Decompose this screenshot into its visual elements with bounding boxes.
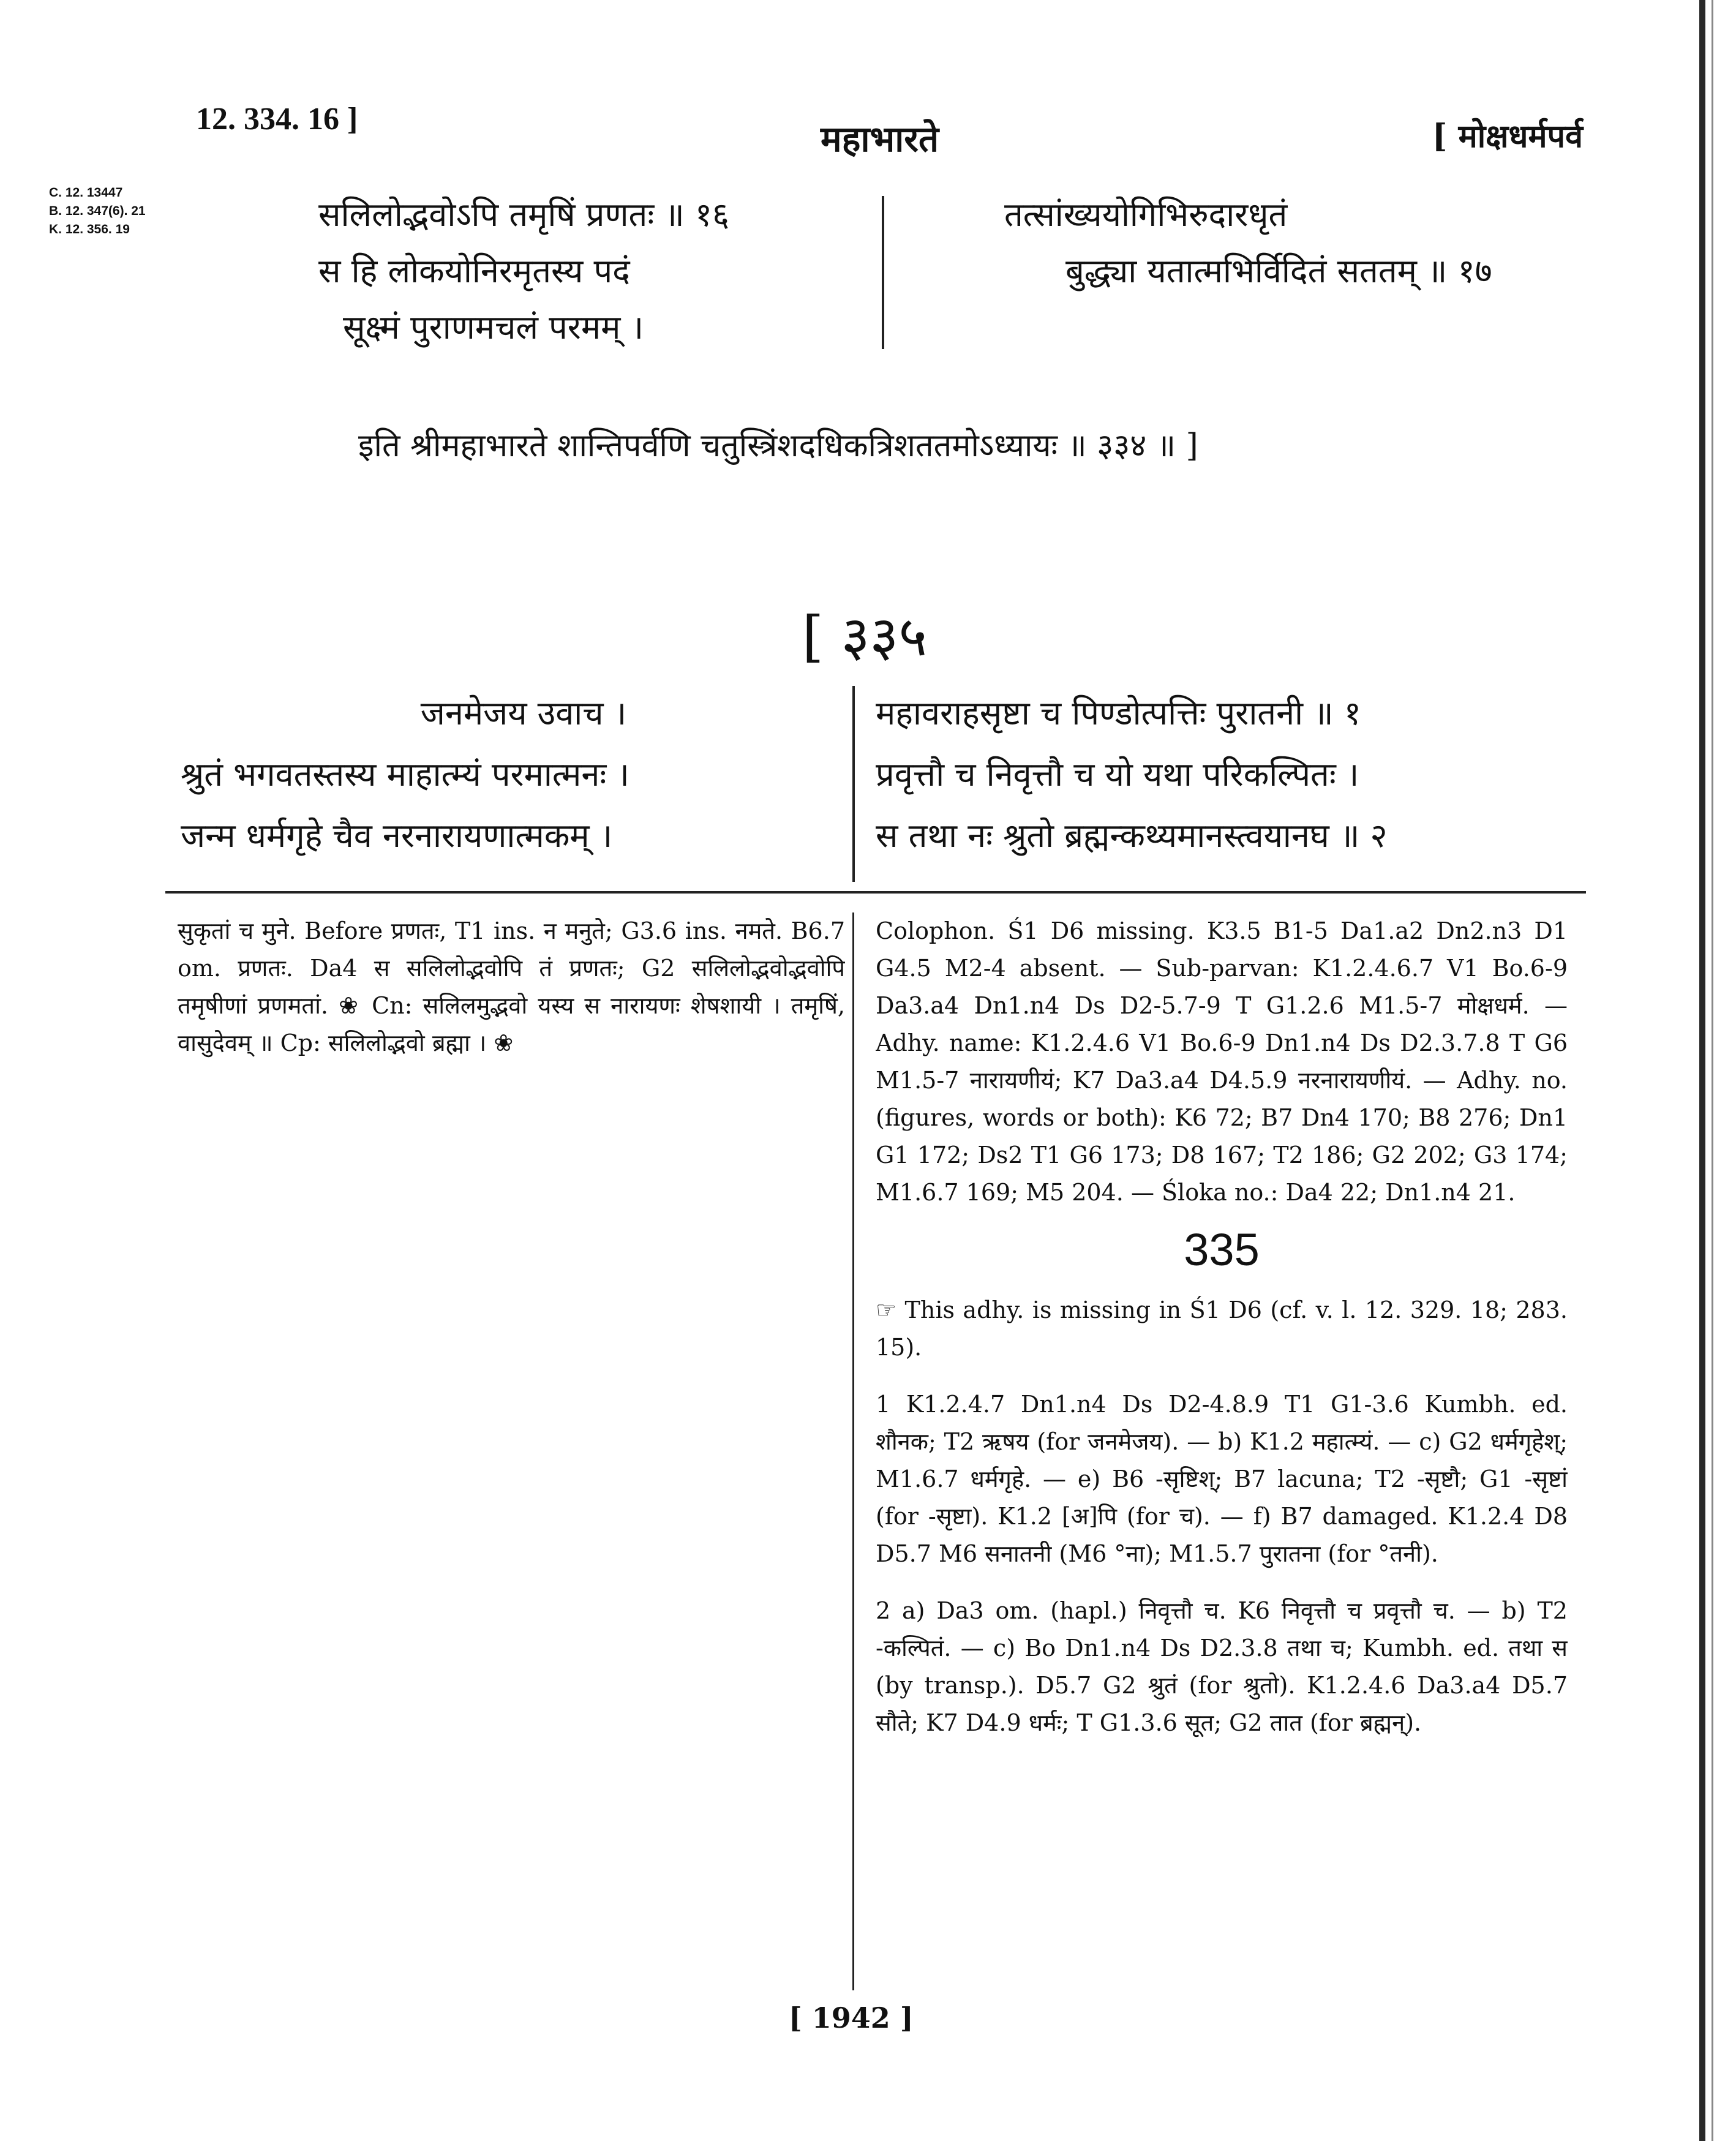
page-edge-shadow: [1699, 0, 1705, 2141]
chapter-number: [ ३३५: [802, 604, 928, 669]
note-paragraph: Colophon. Ś1 D6 missing. K3.5 B1-5 Da1.a2 Dn2.n3 D1 G4.5 M2-4 absent. — Sub-parvan: K1.2.4.6.7 V1 Bo.6-9 Da3.a4 Dn1.n4 Ds D2-5.7-9 T G1.2.6 M1.5-7 मोक्षधर्म. — Adhy. name: K1.2.4.6 V1 Bo.6-9 Dn1.n4 Ds D2.3.7.8 T G6 M1.5-7 नारायणीयं; K7 Da3.a4 D4.5.9 नरनारायणीयं. — Adhy. no. (figures, words or both): K6 72; B7 Dn4 170; B8 276; Dn1 G1 172; Ds2 T1 G6 173; D8 167; T2 186; G2 202; G3 174; M1.6.7 169; M5 204. — Śloka no.: Da4 22; Dn1.n4 21.: [876, 917, 1568, 1206]
page-folio: [ 1942 ]: [789, 2001, 914, 2034]
chapter-verses-left: [181, 683, 866, 867]
verse-divider: [852, 686, 855, 882]
verse-line: जन्म धर्मगृहे चैव नरनारायणात्मकम् ।: [181, 816, 613, 855]
running-parvan-title: [ मोक्षधर्मपर्व: [1432, 118, 1583, 155]
verse-line: सलिलोद्भवोऽपि तमृषिं प्रणतः ॥ १६: [318, 195, 730, 234]
concordance-refs: [49, 184, 146, 239]
verse-line: स तथा नः श्रुतो ब्रह्मन्कथ्यमानस्त्वयानघ ॥ २: [876, 816, 1388, 855]
concordance-kumbhakonam: K. 12. 356. 19: [49, 222, 130, 236]
speaker-heading: जनमेजय उवाच ।: [420, 694, 627, 732]
page-edge-line: [1712, 0, 1713, 2141]
running-verse-ref: 12. 334. 16 ]: [196, 102, 358, 137]
critical-notes-left: [178, 912, 845, 1990]
note-paragraph: ☞ This adhy. is missing in Ś1 D6 (cf. v. l. 12. 329. 18; 283. 15).: [876, 1296, 1568, 1361]
verse17-right: [1004, 187, 1617, 299]
note-paragraph: 1 K1.2.4.7 Dn1.n4 Ds D2-4.8.9 T1 G1-3.6 Kumbh. ed. शौनक; T2 ऋषय (for जनमेजय). — b) K1.2 महात्म्यं. — c) G2 धर्मगृहेश्; M1.6.7 धर्मगृहे. — e) B6 -सृष्टिश्; B7 lacuna; T2 -सृष्टौ; G1 -सृष्टां (for -सृष्टा). K1.2 [अ]पि (for च). — f) B7 damaged. K1.2.4 D8 D5.7 M6 सनातनी (M6 °ना); M1.5.7 पुरातना (for °तनी).: [876, 1391, 1568, 1567]
critical-notes-right: [876, 912, 1568, 1990]
verse-line: श्रुतं भगवतस्तस्य माहात्म्यं परमात्मनः ।: [181, 755, 629, 794]
verse-line: प्रवृत्तौ च निवृत्तौ च यो यथा परिकल्पितः ।: [876, 755, 1359, 794]
concordance-bombay: B. 12. 347(6). 21: [49, 204, 146, 218]
running-book-title: महाभारते: [821, 118, 939, 160]
concordance-calcutta: C. 12. 13447: [49, 186, 123, 200]
chapter-colophon: इति श्रीमहाभारते शान्तिपर्वणि चतुस्त्रिंशदधिकत्रिशततमोऽध्यायः ॥ ३३४ ॥ ]: [358, 427, 1198, 464]
verse-line: सूक्ष्मं पुराणमचलं परमम् ।: [343, 308, 644, 347]
verse-line: स हि लोकयोनिरमृतस्य पदं: [318, 252, 630, 290]
verse-line: तत्सांख्ययोगिभिरुदारधृतं: [1004, 195, 1288, 234]
apparatus-separator: [165, 891, 1586, 894]
note-paragraph: सुकृतां च मुने. Before प्रणतः, T1 ins. न मनुते; G3.6 ins. नमते. B6.7 om. प्रणतः. Da4 स सलिलोद्भवोपि तं प्रणतः; G2 सलिलोद्भवोद्भवोपि तमृषीणां प्रणमतां. ❀ Cn: सलिलमुद्भवो यस्य स नारायणः शेषशायी । तमृषिं, वासुदेवम् ॥ Cp: सलिलोद्भवो ब्रह्मा । ❀: [178, 917, 845, 1056]
verse-line: महावराहसृष्टा च पिण्डोत्पत्तिः पुरातनी ॥ १: [876, 694, 1361, 732]
verse-divider: [882, 196, 884, 349]
verse-line: बुद्ध्या यतात्मभिर्विदितं सततम् ॥ १७: [1065, 252, 1492, 290]
verse16-left: [318, 187, 870, 356]
note-paragraph: 2 a) Da3 om. (hapl.) निवृत्तौ च. K6 निवृत्तौ च प्रवृत्तौ च. — b) T2 -कल्पितं. — c) Bo Dn1.n4 Ds D2.3.8 तथा च; Kumbh. ed. तथा स (by transp.). D5.7 G2 श्रुतं (for श्रुतो). K1.2.4.6 Da3.a4 D5.7 सौते; K7 D4.9 धर्मः; T G1.3.6 सूत; G2 तात (for ब्रह्मन्).: [876, 1597, 1568, 1736]
notes-chapter-heading: 335: [1184, 1224, 1260, 1275]
chapter-verses-right: [876, 683, 1580, 867]
notes-divider: [852, 912, 854, 1990]
